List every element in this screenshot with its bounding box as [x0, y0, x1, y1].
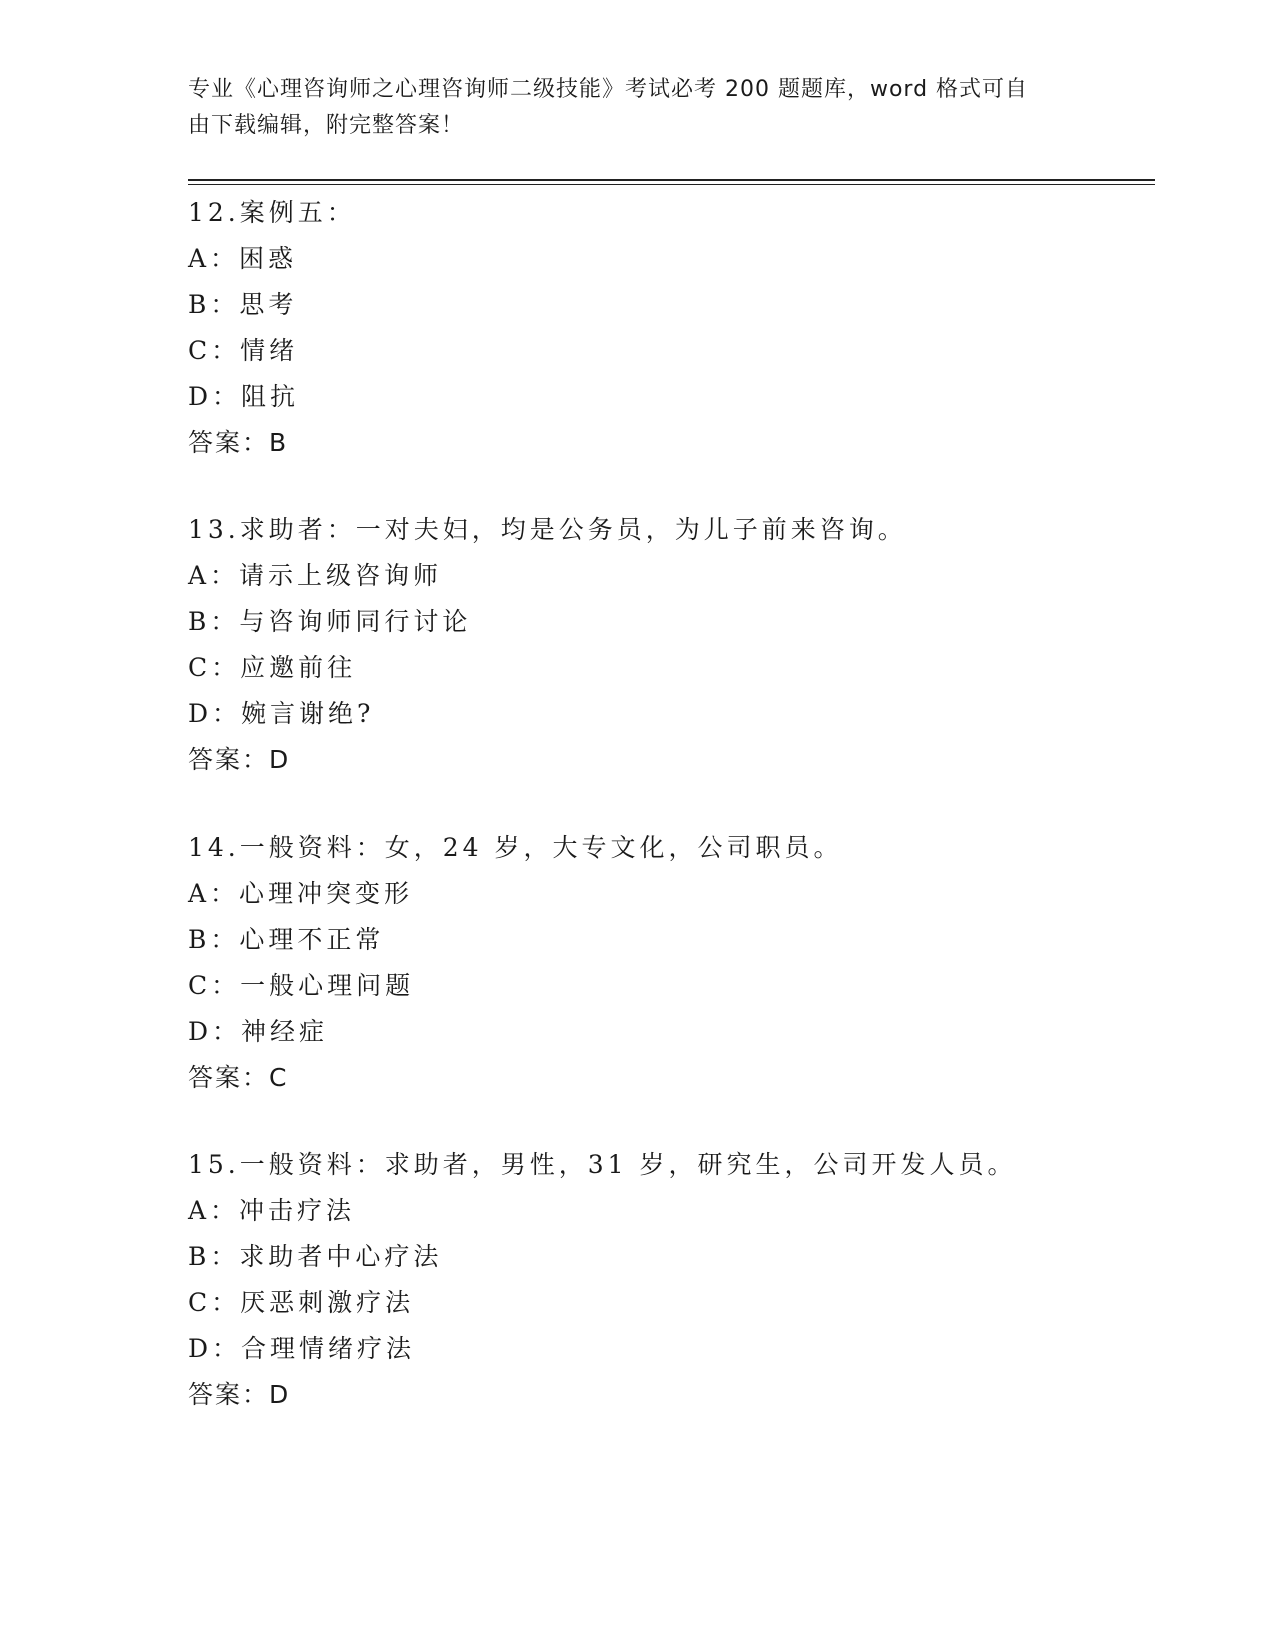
option-c: C：应邀前往: [188, 653, 357, 682]
option-b: B：心理不正常: [188, 925, 385, 954]
option-c: C：一般心理问题: [188, 971, 415, 1000]
answer-label: 答案：D: [188, 745, 291, 774]
option-d: D：合理情绪疗法: [188, 1334, 416, 1363]
header-divider-thin: [188, 184, 1155, 185]
header-line-1: 专业《心理咨询师之心理咨询师二级技能》考试必考 200 题题库，word 格式可自: [188, 77, 1029, 102]
question-block-13: [188, 507, 1168, 783]
question-block-15: [188, 1142, 1168, 1418]
question-stem: 15.一般资料：求助者，男性，31 岁，研究生，公司开发人员。: [188, 1150, 1017, 1179]
document-header: [188, 72, 1088, 144]
option-a: A：心理冲突变形: [188, 879, 414, 908]
option-b: B：与咨询师同行讨论: [188, 607, 472, 636]
header-divider: [188, 179, 1155, 181]
option-d: D：婉言谢绝?: [188, 699, 375, 728]
header-line-2: 由下载编辑，附完整答案！: [188, 113, 465, 138]
option-a: A：冲击疗法: [188, 1196, 356, 1225]
answer-label: 答案：B: [188, 428, 289, 457]
option-d: D：神经症: [188, 1017, 329, 1046]
question-block-14: [188, 825, 1168, 1101]
answer-label: 答案：D: [188, 1380, 291, 1409]
answer-label: 答案：C: [188, 1063, 289, 1092]
question-stem: 14.一般资料：女，24 岁，大专文化，公司职员。: [188, 833, 843, 862]
question-block-12: [188, 190, 1168, 466]
question-stem: 13.求助者：一对夫妇，均是公务员，为儿子前来咨询。: [188, 515, 907, 544]
option-b: B：求助者中心疗法: [188, 1242, 443, 1271]
option-c: C：情绪: [188, 336, 299, 365]
option-c: C：厌恶刺激疗法: [188, 1288, 415, 1317]
option-b: B：思考: [188, 290, 298, 319]
option-a: A：困惑: [188, 244, 298, 273]
question-stem: 12.案例五：: [188, 198, 356, 227]
option-d: D：阻抗: [188, 382, 300, 411]
option-a: A：请示上级咨询师: [188, 561, 443, 590]
